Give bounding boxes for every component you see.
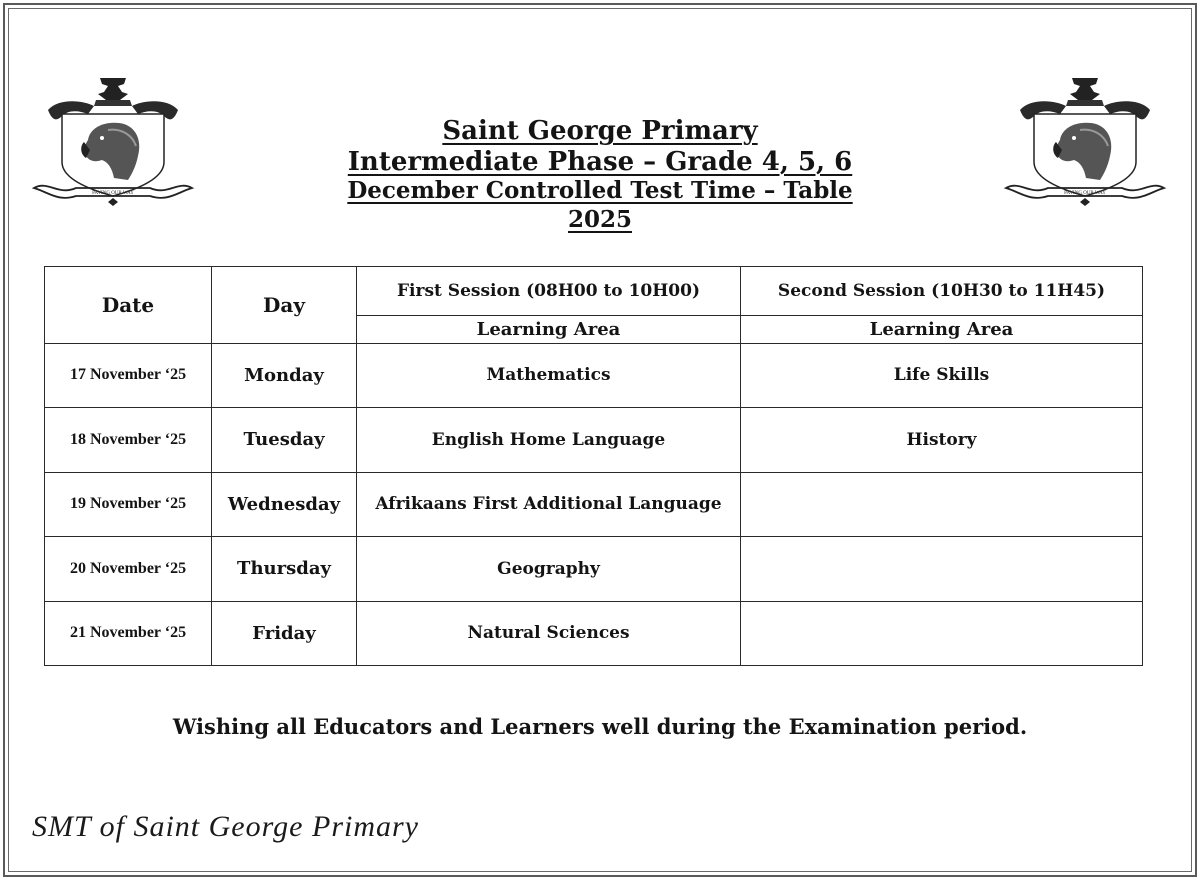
school-crest-left: [28, 70, 198, 210]
cell-first-session: Geography: [357, 537, 741, 601]
table-row: [45, 472, 1143, 536]
cell-first-session: English Home Language: [357, 408, 741, 472]
school-crest-right: [1000, 70, 1170, 210]
cell-date: 18 November ‘25: [45, 408, 212, 472]
table-row: [45, 343, 1143, 407]
table-row: [45, 537, 1143, 601]
cell-first-session: Afrikaans First Additional Language: [357, 472, 741, 536]
wishes-message: Wishing all Educators and Learners well during the Examination period.: [172, 714, 1028, 739]
header-first-session: First Session (08H00 to 10H00): [357, 267, 741, 316]
svg-text:PAVING OUR WAY: PAVING OUR WAY: [1064, 191, 1106, 196]
cell-day: Tuesday: [212, 408, 357, 472]
cell-first-session: Natural Sciences: [357, 601, 741, 666]
header-second-session: Second Session (10H30 to 11H45): [741, 267, 1143, 316]
svg-text:PAVING OUR WAY: PAVING OUR WAY: [92, 191, 134, 196]
cell-day: Monday: [212, 343, 357, 407]
header-learning-area-second: Learning Area: [741, 316, 1143, 343]
cell-day: Wednesday: [212, 472, 357, 536]
cell-date: 21 November ‘25: [45, 601, 212, 666]
cell-first-session: Mathematics: [357, 343, 741, 407]
eagle-crest-icon: [28, 70, 198, 210]
cell-second-session: History: [741, 408, 1143, 472]
header-learning-area-first: Learning Area: [357, 316, 741, 343]
document-year: 2025: [567, 206, 632, 234]
cell-day: Friday: [212, 601, 357, 666]
document-header: [300, 116, 900, 234]
cell-day: Thursday: [212, 537, 357, 601]
cell-second-session: [741, 537, 1143, 601]
school-name: Saint George Primary: [442, 116, 758, 146]
eagle-crest-icon: [1000, 70, 1170, 210]
document-title: December Controlled Test Time – Table: [347, 177, 853, 205]
table-header-row: [45, 267, 1143, 316]
header-date: Date: [45, 267, 212, 344]
table-row: [45, 601, 1143, 666]
cell-date: 20 November ‘25: [45, 537, 212, 601]
test-timetable: [44, 266, 1143, 666]
phase-title: Intermediate Phase – Grade 4, 5, 6: [347, 146, 853, 177]
header-day: Day: [212, 267, 357, 344]
cell-second-session: [741, 472, 1143, 536]
cell-second-session: [741, 601, 1143, 666]
table-row: [45, 408, 1143, 472]
cell-date: 19 November ‘25: [45, 472, 212, 536]
signature: SMT of Saint George Primary: [32, 810, 419, 843]
cell-second-session: Life Skills: [741, 343, 1143, 407]
cell-date: 17 November ‘25: [45, 343, 212, 407]
